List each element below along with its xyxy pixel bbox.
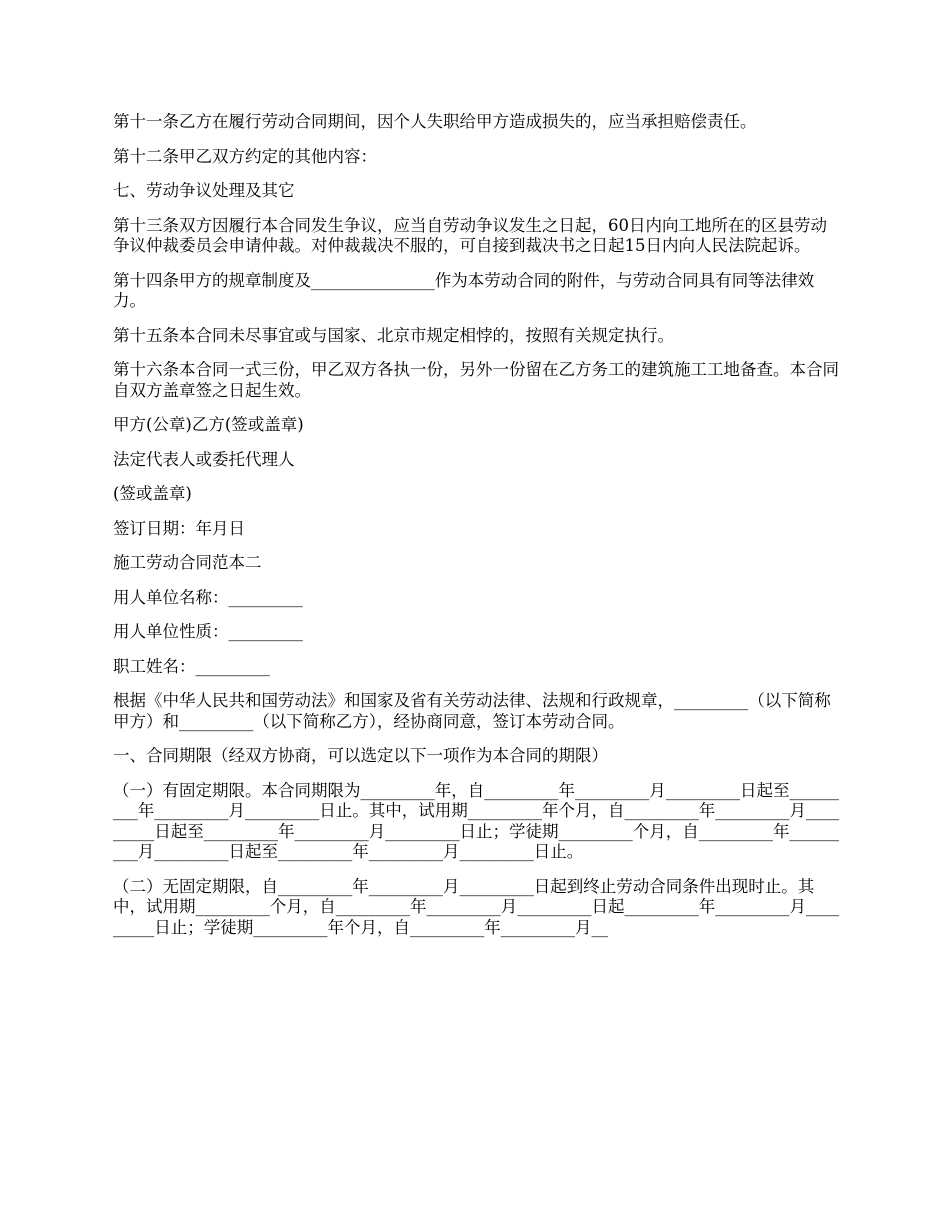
employer-name-field: 用人单位名称：_________: [113, 587, 303, 607]
paragraph-article-11: 第十一条乙方在履行劳动合同期间，因个人失职给甲方造成损失的，应当承担赔偿责任。: [113, 112, 757, 131]
employer-type-field: 用人单位性质：_________: [113, 622, 303, 641]
document-page: [113, 112, 840, 952]
paragraph-article-13: 第十三条双方因履行本合同发生争议，应当自劳动争议发生之日起，60日内向工地所在的区县劳动争议仲裁委员会申请仲裁。对仲裁裁决不服的，可自接到裁决书之日起15日内向人民法院起诉。: [113, 215, 827, 255]
employee-name-field: 职工姓名：_________: [113, 656, 270, 676]
template-title: 施工劳动合同范本二: [113, 553, 262, 572]
signing-date: 签订日期：年月日: [113, 518, 245, 538]
section-heading-term: 一、合同期限（经双方协商，可以选定以下一项作为本合同的期限）: [113, 746, 608, 765]
paragraph-preamble: 根据《中华人民共和国劳动法》和国家及省有关劳动法律、法规和行政规章，_________（以下简称甲方）和_________（以下简称乙方），经协商同意，签订本劳动合同。: [113, 691, 831, 731]
paragraph-article-15: 第十五条本合同未尽事宜或与国家、北京市规定相悖的，按照有关规定执行。: [113, 325, 674, 345]
paragraph-open-term: （二）无固定期限，自_________年_________月_________日起到终止劳动合同条件出现时止。其中，试用期_________个月，自_________年_________月_________日起_________年_________月_________日止；学徒期_________年个月，自_________年_________月__: [113, 876, 839, 937]
signature-seal: (签或盖章): [113, 484, 192, 503]
paragraph-article-14: 第十四条甲方的规章制度及_______________作为本劳动合同的附件，与劳动合同具有同等法律效力。: [113, 270, 815, 310]
paragraph-article-16: 第十六条本合同一式三份，甲乙双方各执一份，另外一份留在乙方务工的建筑施工工地备查。本合同自双方盖章签之日起生效。: [113, 360, 839, 400]
paragraph-fixed-term: （一）有固定期限。本合同期限为_________年，自_________年_________月_________日起至_________年_________月_________日止。其中，试用期_________年个月，自_________年_________月_________日起至_________年_________月_________日止；学徒期_________个月，自_________年_________月_________日起至_________年_________月_________日止。: [113, 780, 839, 861]
section-heading-disputes: 七、劳动争议处理及其它: [113, 181, 295, 200]
signature-representative: 法定代表人或委托代理人: [113, 449, 295, 469]
signature-parties: 甲方(公章)乙方(签或盖章): [113, 415, 304, 434]
paragraph-article-12: 第十二条甲乙双方约定的其他内容：: [113, 146, 377, 166]
